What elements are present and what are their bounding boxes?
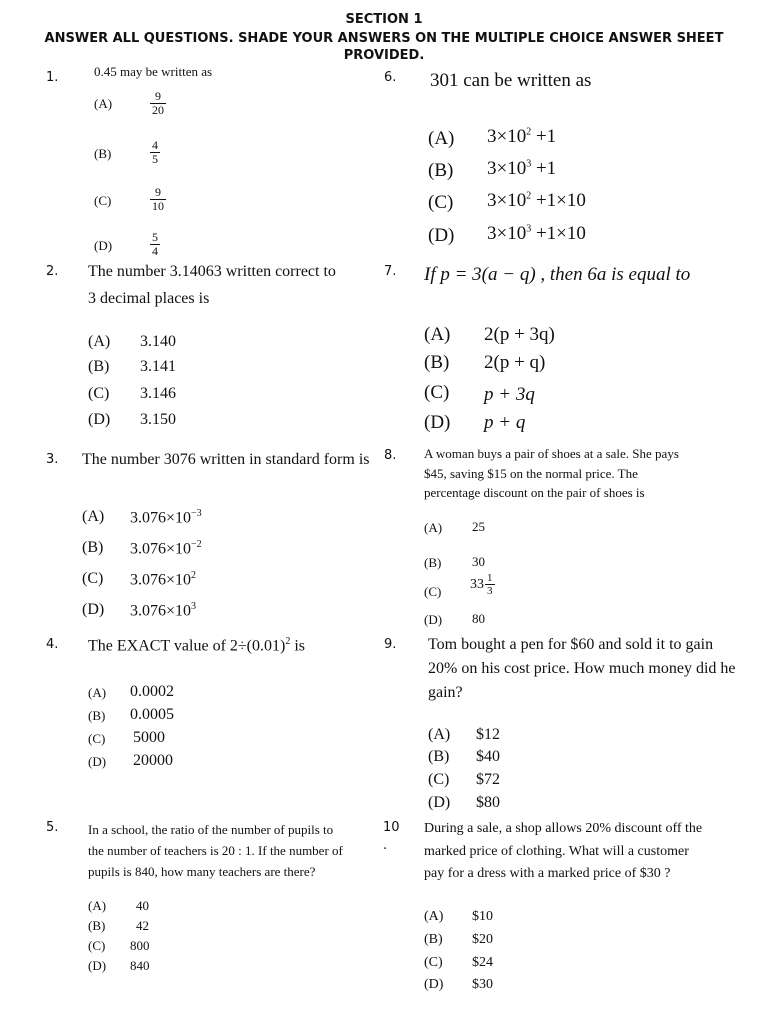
q9-text-line2: 20% on his cost price. How much money did he — [428, 660, 736, 677]
q7-option-a-value: 2(p + 3q) — [484, 324, 555, 345]
q6-option-b-label: (B) — [428, 160, 454, 181]
q1-option-a-fraction: $\frac{9}{20}$ — [152, 89, 164, 117]
q8-number: 8. — [384, 448, 397, 463]
q1-option-b-fraction: $\frac{4}{5}$ — [152, 138, 158, 166]
q8-text-line1: A woman buys a pair of shoes at a sale. She pays — [424, 446, 679, 461]
q9-text-line3: gain? — [428, 684, 463, 701]
q8-text-line2: $45, saving $15 on the normal price. The — [424, 466, 638, 481]
q5-option-a-label: (A) — [88, 898, 107, 913]
q3-option-b-label: (B) — [82, 539, 104, 556]
q10-option-a-value: $10 — [472, 909, 493, 924]
q9-option-d-label: (D) — [428, 794, 451, 811]
q10-option-c-value: $24 — [472, 955, 493, 970]
q6-option-b-value: $3\times 10^3 +1$ — [487, 158, 557, 179]
q1-text: 0.45 may be written as — [94, 64, 213, 79]
q2-option-d-value: 3.150 — [140, 411, 176, 428]
q2-option-a-label: (A) — [88, 333, 111, 350]
q8-option-a-value: 25 — [472, 519, 485, 534]
q7-option-a-label: (A) — [424, 324, 451, 345]
q1-option-a-label: (A) — [94, 96, 113, 111]
q9-text-line1: Tom bought a pen for $60 and sold it to gain — [428, 636, 714, 653]
q9-option-d-value: $80 — [476, 794, 500, 811]
q1-number: 1. — [46, 70, 59, 85]
q7-option-c-value: p + 3q — [484, 384, 535, 405]
q10-number-dot: . — [383, 838, 388, 853]
q3-option-a-label: (A) — [82, 508, 105, 525]
q1-option-c-label: (C) — [94, 193, 112, 208]
q3-option-d-value: $3.076\times 10^3$ — [130, 601, 197, 620]
q2-option-b-label: (B) — [88, 358, 110, 375]
q5-option-d-label: (D) — [88, 958, 107, 973]
q9-option-b-label: (B) — [428, 748, 450, 765]
q7-option-b-value: 2(p + q) — [484, 352, 546, 373]
q6-option-c-label: (C) — [428, 192, 454, 213]
q9-option-a-value: $12 — [476, 726, 500, 743]
q3-option-a-value: $3.076\times 10^{-3}$ — [130, 508, 202, 527]
q5-option-a-value: 40 — [136, 898, 149, 913]
q8-option-b-label: (B) — [424, 555, 442, 570]
q3-option-c-value: $3.076\times 10^2$ — [130, 570, 197, 589]
q3-option-c-label: (C) — [82, 570, 104, 587]
q6-option-a-label: (A) — [428, 128, 455, 149]
q7-option-c-label: (C) — [424, 382, 450, 403]
q9-option-b-value: $40 — [476, 748, 500, 765]
q4-option-a-label: (A) — [88, 685, 107, 700]
q9-option-c-label: (C) — [428, 771, 450, 788]
q6-option-d-label: (D) — [428, 225, 455, 246]
q10-number: 10 — [383, 820, 400, 835]
q7-option-d-label: (D) — [424, 412, 451, 433]
q8-option-d-value: 80 — [472, 611, 485, 626]
q10-text-line2: marked price of clothing. What will a customer — [424, 844, 689, 859]
q6-option-a-value: $3\times 10^2 +1$ — [487, 126, 557, 147]
instructions-line2: PROVIDED. — [343, 48, 425, 63]
q5-text-line2: the number of teachers is 20 : 1. If the number of — [88, 843, 343, 858]
q8-option-c-label: (C) — [424, 584, 442, 599]
q5-option-b-label: (B) — [88, 918, 106, 933]
q9-option-c-value: $72 — [476, 771, 500, 788]
q5-option-c-label: (C) — [88, 938, 106, 953]
q2-number: 2. — [46, 264, 59, 279]
q10-option-d-value: $30 — [472, 977, 493, 992]
q6-text: 301 can be written as — [430, 70, 592, 91]
q2-option-c-value: 3.146 — [140, 385, 176, 402]
q8-option-c-value: 33 $\frac{1}{3}$ — [470, 572, 493, 597]
q3-number: 3. — [46, 452, 59, 467]
q6-option-d-value: $3\times 10^3 +1\times 10$ — [487, 223, 586, 244]
q1-option-c-fraction: $\frac{9}{10}$ — [152, 185, 164, 213]
q6-option-c-value: $3\times 10^2 +1\times 10$ — [487, 190, 586, 211]
q4-option-b-label: (B) — [88, 708, 106, 723]
q10-option-b-value: $20 — [472, 932, 493, 947]
q4-text: The EXACT value of $2\div(0.01)^2$ is — [88, 636, 305, 655]
q7-text: If p = 3(a − q) , then 6a is equal to — [424, 264, 691, 285]
q1-option-d-fraction: $\frac{5}{4}$ — [152, 230, 158, 258]
q10-text-line3: pay for a dress with a marked price of $30 ? — [424, 866, 671, 881]
q2-text-line1: The number 3.14063 written correct to — [88, 263, 336, 280]
q8-text-line3: percentage discount on the pair of shoes is — [424, 485, 645, 500]
q9-option-a-label: (A) — [428, 726, 451, 743]
q5-text-line3: pupils is 840, how many teachers are there? — [88, 864, 316, 879]
q1-option-d-label: (D) — [94, 238, 113, 253]
q4-option-a-value: 0.0002 — [130, 683, 174, 700]
section-title: SECTION 1 — [345, 12, 423, 27]
q10-option-d-label: (D) — [424, 977, 444, 992]
q7-option-d-value: p + q — [484, 412, 526, 433]
q10-option-c-label: (C) — [424, 955, 443, 970]
q5-text-line1: In a school, the ratio of the number of pupils to — [88, 822, 334, 837]
q4-number: 4. — [46, 637, 59, 652]
q2-option-a-value: 3.140 — [140, 333, 176, 350]
q8-option-d-label: (D) — [424, 612, 443, 627]
q10-text-line1: During a sale, a shop allows 20% discount off the — [424, 821, 703, 836]
q5-number: 5. — [46, 820, 59, 835]
q1-option-b-label: (B) — [94, 146, 112, 161]
q2-text-line2: 3 decimal places is — [88, 290, 210, 307]
q2-option-d-label: (D) — [88, 411, 111, 428]
q5-option-d-value: 840 — [130, 958, 150, 973]
q4-option-d-value: 20000 — [133, 752, 173, 769]
q2-option-c-label: (C) — [88, 385, 110, 402]
q7-option-b-label: (B) — [424, 352, 450, 373]
q4-option-c-label: (C) — [88, 731, 106, 746]
q3-option-b-value: $3.076\times 10^{-2}$ — [130, 539, 202, 558]
q7-number: 7. — [384, 264, 397, 279]
q3-text: The number 3076 written in standard form is — [82, 451, 370, 468]
q9-number: 9. — [384, 637, 397, 652]
q4-option-c-value: 5000 — [133, 729, 165, 746]
q10-option-b-label: (B) — [424, 932, 443, 947]
q8-option-a-label: (A) — [424, 520, 443, 535]
q2-option-b-value: 3.141 — [140, 358, 176, 375]
q5-option-c-value: 800 — [130, 938, 150, 953]
q4-option-d-label: (D) — [88, 754, 107, 769]
q8-option-b-value: 30 — [472, 554, 485, 569]
q10-option-a-label: (A) — [424, 909, 444, 924]
q6-number: 6. — [384, 70, 397, 85]
q5-option-b-value: 42 — [136, 918, 149, 933]
q4-option-b-value: 0.0005 — [130, 706, 174, 723]
instructions-line1: ANSWER ALL QUESTIONS. SHADE YOUR ANSWERS ON THE MULTIPLE CHOICE ANSWER SHEET — [44, 31, 724, 46]
q3-option-d-label: (D) — [82, 601, 105, 618]
